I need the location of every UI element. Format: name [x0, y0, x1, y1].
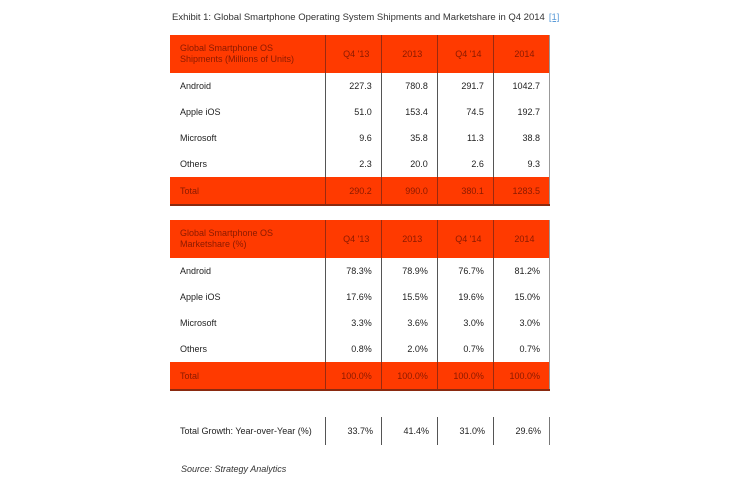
cell: 15.5%	[381, 284, 437, 310]
cell: 100.0%	[381, 362, 437, 390]
cell: 153.4	[381, 99, 437, 125]
header-line-2: Marketshare (%)	[180, 239, 247, 249]
cell: 35.8	[381, 125, 437, 151]
growth-label: Total Growth: Year-over-Year (%)	[180, 426, 312, 436]
row-label: Others	[180, 159, 208, 169]
exhibit-title-text: Exhibit 1: Global Smartphone Operating System Shipments and Marketshare in Q4 2014	[172, 12, 545, 23]
table-row	[170, 336, 550, 362]
table-row	[170, 258, 550, 284]
cell: 0.7%	[493, 336, 549, 362]
growth-cell	[493, 417, 550, 445]
growth-value: 33.7%	[347, 426, 373, 436]
row-label: Android	[180, 81, 212, 91]
header-line-1: Global Smartphone OS	[180, 228, 274, 238]
cell: 1042.7	[493, 73, 549, 99]
table-row	[170, 151, 550, 177]
marketshare-header-label	[170, 220, 325, 258]
growth-row	[170, 417, 550, 445]
cell: 0.8%	[325, 336, 381, 362]
growth-value: 41.4%	[403, 426, 429, 436]
cell: 3.3%	[325, 310, 381, 336]
table-row	[170, 125, 550, 151]
cell: 3.0%	[437, 310, 493, 336]
cell: 38.8	[493, 125, 549, 151]
row-label: Total	[170, 177, 325, 205]
cell: 290.2	[325, 177, 381, 205]
footnote-link[interactable]: [1]	[548, 12, 560, 23]
cell: 990.0	[381, 177, 437, 205]
cell: 100.0%	[437, 362, 493, 390]
row-label: Apple iOS	[180, 107, 221, 117]
cell: 2.3	[325, 151, 381, 177]
cell: 20.0	[381, 151, 437, 177]
source-note: Source: Strategy Analytics	[181, 464, 287, 474]
cell: 9.3	[493, 151, 549, 177]
growth-cell	[437, 417, 494, 445]
column-header: 2014	[493, 220, 549, 258]
shipments-header-row	[170, 35, 550, 73]
cell: 9.6	[325, 125, 381, 151]
row-label: Android	[180, 266, 212, 276]
header-line-2: Shipments (Millions of Units)	[180, 54, 295, 64]
marketshare-header-row	[170, 220, 550, 258]
column-header: 2013	[381, 35, 437, 73]
cell: 780.8	[381, 73, 437, 99]
table-row	[170, 99, 550, 125]
cell: 2.6	[437, 151, 493, 177]
column-header: Q4 '13	[325, 35, 381, 73]
cell: 227.3	[325, 73, 381, 99]
table-row	[170, 310, 550, 336]
growth-value: 29.6%	[515, 426, 541, 436]
row-label: Microsoft	[180, 133, 217, 143]
cell: 17.6%	[325, 284, 381, 310]
cell: 0.7%	[437, 336, 493, 362]
cell: 78.3%	[325, 258, 381, 284]
table-row	[170, 284, 550, 310]
cell: 19.6%	[437, 284, 493, 310]
growth-value: 31.0%	[459, 426, 485, 436]
column-header: 2013	[381, 220, 437, 258]
shipments-header-label	[170, 35, 325, 73]
cell: 100.0%	[493, 362, 549, 390]
cell: 51.0	[325, 99, 381, 125]
marketshare-table	[170, 220, 550, 391]
cell: 100.0%	[325, 362, 381, 390]
growth-cell	[381, 417, 438, 445]
cell: 81.2%	[493, 258, 549, 284]
table-row	[170, 73, 550, 99]
header-line-1: Global Smartphone OS	[180, 43, 274, 53]
cell: 3.0%	[493, 310, 549, 336]
column-header: 2014	[493, 35, 549, 73]
row-label: Others	[180, 344, 208, 354]
cell: 76.7%	[437, 258, 493, 284]
cell: 3.6%	[381, 310, 437, 336]
cell: 1283.5	[493, 177, 549, 205]
row-label: Total	[170, 362, 325, 390]
cell: 2.0%	[381, 336, 437, 362]
row-label: Microsoft	[180, 318, 217, 328]
shipments-table	[170, 35, 550, 206]
cell: 74.5	[437, 99, 493, 125]
row-label: Apple iOS	[180, 292, 221, 302]
cell: 380.1	[437, 177, 493, 205]
growth-cell	[325, 417, 382, 445]
total-row	[170, 177, 550, 205]
cell: 192.7	[493, 99, 549, 125]
column-header: Q4 '14	[437, 220, 493, 258]
divider	[549, 417, 550, 445]
cell: 291.7	[437, 73, 493, 99]
cell: 15.0%	[493, 284, 549, 310]
column-header: Q4 '14	[437, 35, 493, 73]
exhibit-title	[172, 12, 559, 23]
cell: 11.3	[437, 125, 493, 151]
cell: 78.9%	[381, 258, 437, 284]
column-header: Q4 '13	[325, 220, 381, 258]
total-row	[170, 362, 550, 390]
